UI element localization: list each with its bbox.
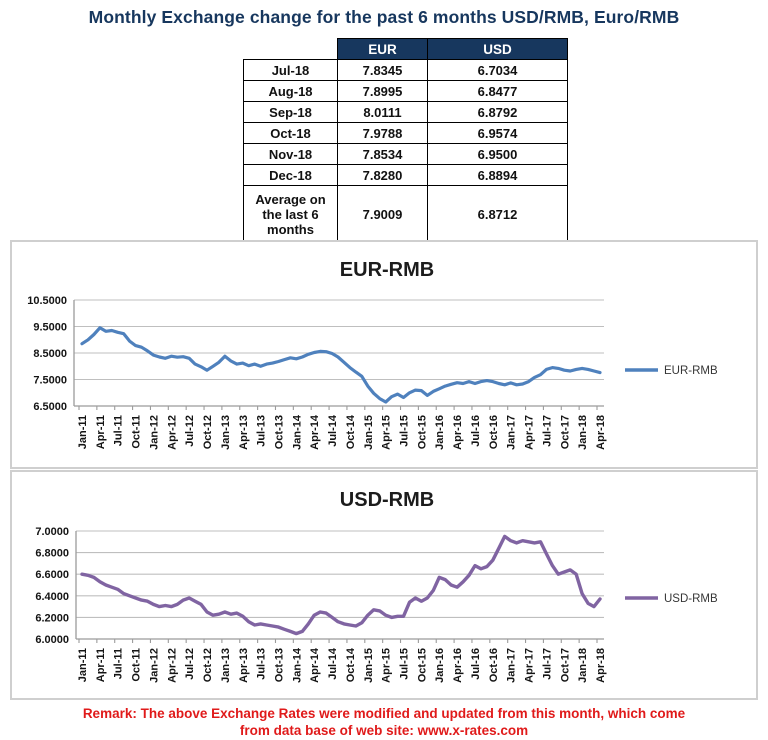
- x-axis-tick-label: Apr-18: [595, 648, 607, 683]
- x-axis-tick-label: Apr-15: [380, 648, 393, 683]
- row-label-cell: Dec-18: [244, 165, 338, 186]
- x-axis-tick-label: Oct-15: [416, 415, 429, 450]
- usd-value-cell: 6.8712: [428, 186, 568, 243]
- x-axis-tick-label: Oct-16: [487, 415, 500, 450]
- x-axis-tick-label: Jan-13: [219, 648, 232, 683]
- x-axis-tick-label: Jul-13: [255, 648, 268, 680]
- row-label-cell: Jul-18: [244, 60, 338, 81]
- row-label-cell: Sep-18: [244, 102, 338, 123]
- x-axis-tick-label: Jul-15: [398, 648, 411, 680]
- y-axis-tick-label: 6.8000: [35, 547, 69, 560]
- row-label-cell: Oct-18: [244, 123, 338, 144]
- y-axis-tick-label: 6.4000: [35, 590, 69, 603]
- page-title: Monthly Exchange change for the past 6 months USD/RMB, Euro/RMB: [88, 7, 680, 27]
- eur-value-cell: 7.8534: [338, 144, 428, 165]
- x-axis-tick-label: Jan-18: [577, 648, 590, 683]
- x-axis-tick-label: Jan-13: [219, 415, 232, 450]
- x-axis-tick-label: Apr-17: [523, 415, 536, 450]
- table-row: [244, 81, 568, 102]
- x-axis-tick-label: Jan-11: [77, 648, 89, 683]
- table-row: [244, 144, 568, 165]
- x-axis-tick-label: Oct-14: [344, 648, 357, 683]
- x-axis-tick-label: Apr-12: [166, 648, 179, 683]
- x-axis-tick-label: Jan-14: [291, 415, 304, 450]
- x-axis-tick-label: Jul-14: [327, 648, 340, 680]
- y-axis-tick-label: 9.5000: [33, 321, 67, 334]
- chart-title: USD-RMB: [339, 489, 435, 511]
- x-axis-tick-label: Jul-11: [112, 648, 125, 680]
- x-axis-tick-label: Jan-12: [148, 415, 161, 450]
- x-axis-tick-label: Apr-14: [309, 648, 322, 683]
- x-axis-tick-label: Jan-15: [362, 648, 375, 683]
- x-axis-tick-label: Jul-15: [398, 415, 411, 447]
- usd-value-cell: 6.9574: [428, 123, 568, 144]
- y-axis-tick-label: 6.5000: [33, 401, 67, 413]
- eur-rmb-plot: [12, 242, 756, 467]
- x-axis-tick-label: Oct-12: [202, 648, 215, 683]
- x-axis-tick-label: Jul-12: [184, 648, 197, 680]
- table-row: [244, 60, 568, 81]
- x-axis-tick-label: Apr-15: [380, 415, 393, 450]
- x-axis-tick-label: Jul-14: [327, 415, 340, 447]
- eur-value-cell: 8.0111: [338, 102, 428, 123]
- x-axis-tick-label: Oct-12: [202, 415, 215, 450]
- x-axis-tick-label: Jul-16: [469, 415, 482, 447]
- eur-rmb-series-line: [82, 328, 600, 402]
- x-axis-tick-label: Oct-17: [559, 648, 572, 683]
- row-label-cell: Nov-18: [244, 144, 338, 165]
- x-axis-tick-label: Apr-11: [94, 415, 107, 450]
- remark-text: [0, 705, 768, 739]
- x-axis-tick-label: Jan-16: [434, 648, 447, 683]
- x-axis-tick-label: Apr-12: [166, 415, 179, 450]
- y-axis-tick-label: 6.0000: [35, 634, 69, 646]
- usd-rmb-chart: [10, 470, 758, 700]
- row-label-cell: Average on the last 6 months: [244, 186, 338, 243]
- x-axis-tick-label: Jul-17: [541, 415, 554, 447]
- y-axis-tick-label: 10.5000: [27, 295, 67, 307]
- y-axis-tick-label: 7.0000: [35, 526, 69, 538]
- x-axis-tick-label: Oct-11: [130, 415, 143, 449]
- x-axis-tick-label: Oct-11: [130, 648, 143, 682]
- remark-line-1: Remark: The above Exchange Rates were modified and updated from this month, which come: [82, 706, 686, 721]
- table-row: [244, 186, 568, 243]
- x-axis-tick-label: Jan-14: [291, 648, 304, 683]
- x-axis-tick-label: Apr-11: [94, 648, 107, 683]
- x-axis-tick-label: Oct-13: [273, 648, 286, 683]
- eur-value-cell: 7.9788: [338, 123, 428, 144]
- usd-value-cell: 6.8792: [428, 102, 568, 123]
- exchange-rates-table: [243, 38, 568, 243]
- x-axis-tick-label: Jan-15: [362, 415, 375, 450]
- x-axis-tick-label: Oct-16: [487, 648, 500, 683]
- table-header-blank-cell: [244, 39, 338, 60]
- table-header-row: [244, 39, 568, 60]
- usd-rmb-series-line: [82, 536, 600, 633]
- usd-rmb-plot: [12, 472, 756, 698]
- table-row: [244, 165, 568, 186]
- x-axis-tick-label: Jan-16: [434, 415, 447, 450]
- table-header-eur: EUR: [338, 39, 428, 60]
- table-row: [244, 102, 568, 123]
- remark-line-2: from data base of web site: www.x-rates.com: [239, 723, 529, 738]
- x-axis-tick-label: Jan-17: [505, 415, 518, 450]
- table-header-usd: USD: [428, 39, 568, 60]
- usd-value-cell: 6.7034: [428, 60, 568, 81]
- x-axis-tick-label: Apr-13: [237, 415, 250, 450]
- x-axis-tick-label: Jul-11: [112, 415, 125, 447]
- chart-title: EUR-RMB: [339, 259, 435, 281]
- eur-value-cell: 7.9009: [338, 186, 428, 243]
- usd-value-cell: 6.8477: [428, 81, 568, 102]
- row-label-cell: Aug-18: [244, 81, 338, 102]
- x-axis-tick-label: Oct-17: [559, 415, 572, 450]
- eur-value-cell: 7.8280: [338, 165, 428, 186]
- x-axis-tick-label: Jul-12: [184, 415, 197, 447]
- eur-rmb-chart: [10, 240, 758, 469]
- x-axis-tick-label: Jan-18: [577, 415, 590, 450]
- usd-value-cell: 6.8894: [428, 165, 568, 186]
- x-axis-tick-label: Jan-12: [148, 648, 161, 683]
- x-axis-tick-label: Apr-13: [237, 648, 250, 683]
- x-axis-tick-label: Apr-16: [452, 415, 465, 450]
- eur-value-cell: 7.8995: [338, 81, 428, 102]
- y-axis-tick-label: 7.5000: [33, 374, 67, 387]
- x-axis-tick-label: Jan-17: [505, 648, 518, 683]
- eur-value-cell: 7.8345: [338, 60, 428, 81]
- y-axis-tick-label: 6.2000: [35, 612, 69, 625]
- usd-value-cell: 6.9500: [428, 144, 568, 165]
- legend-label: EUR-RMB: [664, 365, 718, 377]
- x-axis-tick-label: Jan-11: [77, 415, 89, 450]
- x-axis-tick-label: Apr-16: [452, 648, 465, 683]
- legend-label: USD-RMB: [664, 593, 718, 605]
- x-axis-tick-label: Jul-13: [255, 415, 268, 447]
- table-row: [244, 123, 568, 144]
- x-axis-tick-label: Apr-18: [595, 415, 607, 450]
- x-axis-tick-label: Apr-17: [523, 648, 536, 683]
- x-axis-tick-label: Jul-16: [469, 648, 482, 680]
- x-axis-tick-label: Apr-14: [309, 415, 322, 450]
- y-axis-tick-label: 6.6000: [35, 569, 69, 582]
- x-axis-tick-label: Oct-14: [344, 415, 357, 450]
- x-axis-tick-label: Oct-15: [416, 648, 429, 683]
- x-axis-tick-label: Oct-13: [273, 415, 286, 450]
- x-axis-tick-label: Jul-17: [541, 648, 554, 680]
- y-axis-tick-label: 8.5000: [33, 348, 67, 360]
